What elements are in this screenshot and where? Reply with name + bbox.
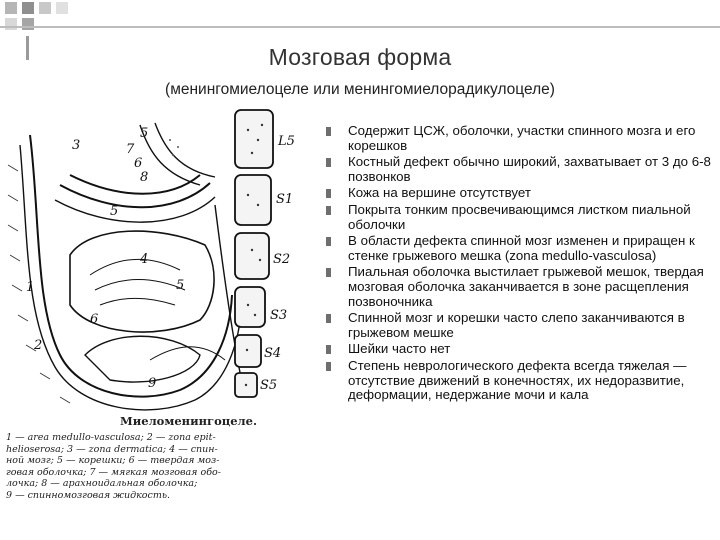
caption-line: лочка; 8 — арахноидальная оболочка;: [6, 478, 198, 490]
caption-line: говая оболочка; 7 — мягкая мозговая обо-: [6, 466, 221, 478]
figure-label: 2: [34, 338, 43, 353]
vertebra-label: S5: [260, 378, 278, 393]
bullet-marker-icon: [326, 345, 331, 354]
figure-label: 5: [140, 126, 149, 141]
figure-label: 5: [110, 204, 119, 219]
bullet-item: [326, 265, 716, 309]
caption-line: 9 — спинномозговая жидкость.: [6, 489, 171, 501]
bullet-text: Кожа на вершине отсутствует: [348, 185, 531, 201]
vertebra-label: S3: [270, 308, 288, 323]
bullet-marker-icon: [326, 314, 331, 323]
slide-title: Мозговая форма: [268, 44, 452, 70]
caption-line: 1 — area medullo-vasculosa; 2 — zona epit-: [6, 432, 216, 443]
slide-subtitle: (менингомиелоцеле или менингомиелорадикулоцеле): [165, 81, 555, 98]
bullet-item: [326, 342, 716, 357]
bullet-text: В области дефекта спинной мозг изменен и приращен к стенке грыжевого мешка (zona medullo-vasculosa): [348, 233, 695, 263]
caption-line: helioserosa; 3 — zona dermatica; 4 — спин-: [6, 443, 218, 455]
bullet-item: [326, 186, 716, 201]
bullet-marker-icon: [326, 362, 331, 371]
bullet-text: Покрыта тонким просвечивающимся листком пиальной оболочки: [348, 201, 691, 232]
bullet-item: [326, 359, 716, 403]
figure-label: 6: [90, 312, 99, 327]
bullet-marker-icon: [326, 189, 331, 198]
bullet-item: [326, 155, 716, 184]
vertebra-label: L5: [278, 134, 295, 149]
bullet-text: Пиальная оболочка выстилает грыжевой мешок, твердая мозговая оболочка заканчивается в зоне расщепления позвоночника: [348, 264, 704, 309]
bullet-text: Степень неврологического дефекта всегда тяжелая — отсутствие движений в конечностях, их недоразвитие, деформации, недержание мочи и кала: [348, 357, 687, 403]
figure-label: 1: [26, 280, 35, 295]
vertebra-label: S1: [276, 192, 294, 207]
bullet-marker-icon: [326, 268, 331, 277]
bullet-item: [326, 203, 716, 232]
figure-label: 7: [126, 142, 135, 157]
figure-label: 5: [176, 278, 185, 293]
bullet-text: Шейки часто нет: [348, 341, 451, 357]
figure-label: 6: [134, 156, 143, 171]
caption-line: ной мозг; 5 — корешки; 6 — твердая моз-: [6, 455, 220, 467]
vertebra-label: S2: [273, 252, 291, 267]
bullet-marker-icon: [326, 237, 331, 246]
bullet-item: [326, 234, 716, 263]
bullet-text: Спинной мозг и корешки часто слепо заканчиваются в грыжевом мешке: [348, 310, 685, 340]
figure-label: 8: [140, 170, 149, 185]
bullet-item: [326, 311, 716, 340]
figure-caption: [6, 432, 306, 502]
figure-label: 9: [148, 376, 157, 391]
bullet-marker-icon: [326, 158, 331, 167]
bullet-text: Содержит ЦСЖ, оболочки, участки спинного мозга и его корешков: [348, 123, 696, 153]
bullet-item: [326, 124, 716, 153]
figure-caption-title: Миеломенингоцеле.: [120, 414, 257, 428]
bullet-marker-icon: [326, 206, 331, 215]
vertebra-label: S4: [264, 346, 282, 361]
figure-label: 3: [72, 138, 81, 153]
bullet-text: Костный дефект обычно широкий, захватывает от 3 до 6-8 позвонков: [348, 154, 711, 184]
figure-label: 4: [140, 252, 149, 267]
bullet-list: [326, 124, 716, 405]
bullet-marker-icon: [326, 127, 331, 136]
